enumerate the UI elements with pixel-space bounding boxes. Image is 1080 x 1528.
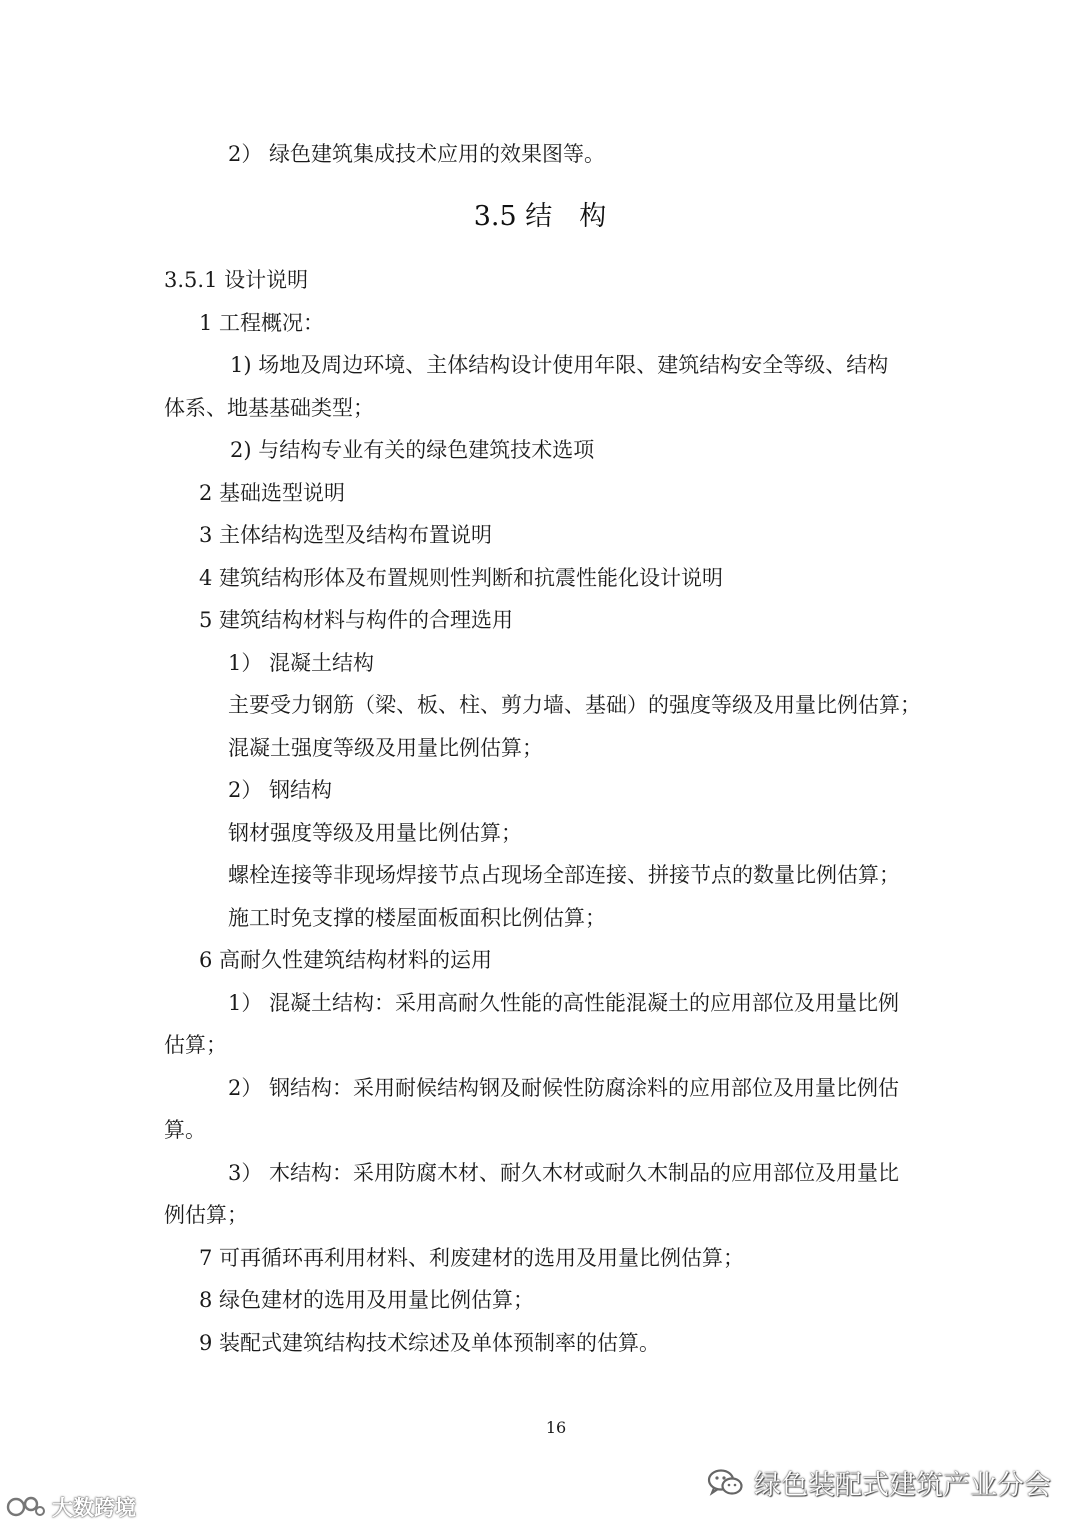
- text-line: 混凝土强度等级及用量比例估算；: [228, 736, 543, 760]
- text-line: 2） 绿色建筑集成技术应用的效果图等。: [228, 142, 606, 166]
- watermark-right: [706, 1463, 1051, 1502]
- text-line: 1） 混凝土结构: [228, 651, 375, 675]
- page-number: 16: [545, 1418, 567, 1437]
- subsection-title: 3.5.1 设计说明: [164, 268, 309, 292]
- text-line: 5 建筑结构材料与构件的合理选用: [199, 608, 514, 632]
- text-line: 例估算；: [164, 1203, 248, 1227]
- text-line: 1) 场地及周边环境、主体结构设计使用年限、建筑结构安全等级、结构: [230, 353, 889, 377]
- logo-icon: [6, 1494, 46, 1520]
- text-line: 2) 与结构专业有关的绿色建筑技术选项: [230, 438, 595, 462]
- watermark-left: [6, 1492, 136, 1522]
- text-line: 3） 木结构：采用防腐木材、耐久木材或耐久木制品的应用部位及用量比: [228, 1161, 900, 1185]
- watermark-left-text: 大数跨境: [52, 1496, 136, 1520]
- text-line: 1） 混凝土结构：采用高耐久性能的高性能混凝土的应用部位及用量比例: [228, 991, 900, 1015]
- text-line: 主要受力钢筋（梁、板、柱、剪力墙、基础）的强度等级及用量比例估算；: [228, 693, 921, 717]
- text-line: 施工时免支撑的楼屋面板面积比例估算；: [228, 906, 606, 930]
- text-line: 7 可再循环再利用材料、利废建材的选用及用量比例估算；: [199, 1246, 745, 1270]
- text-line: 6 高耐久性建筑结构材料的运用: [199, 948, 493, 972]
- text-line: 9 装配式建筑结构技术综述及单体预制率的估算。: [199, 1331, 661, 1355]
- wechat-icon: [706, 1468, 744, 1498]
- text-line: 1 工程概况：: [199, 311, 325, 335]
- text-line: 螺栓连接等非现场焊接节点占现场全部连接、拼接节点的数量比例估算；: [228, 863, 900, 887]
- text-line: 2 基础选型说明: [199, 481, 346, 505]
- text-line: 钢材强度等级及用量比例估算；: [228, 821, 522, 845]
- section-heading: 3.5 结 构: [473, 201, 607, 232]
- text-line: 4 建筑结构形体及布置规则性判断和抗震性能化设计说明: [199, 566, 724, 590]
- text-line: 估算；: [164, 1033, 227, 1057]
- text-line: 算。: [164, 1118, 206, 1142]
- text-line: 8 绿色建材的选用及用量比例估算；: [199, 1288, 535, 1312]
- text-line: 体系、地基基础类型；: [164, 396, 374, 420]
- watermark-right-text: 绿色装配式建筑产业分会: [754, 1470, 1051, 1501]
- text-line: 2） 钢结构: [228, 778, 333, 802]
- text-line: 2） 钢结构：采用耐候结构钢及耐候性防腐涂料的应用部位及用量比例估: [228, 1076, 900, 1100]
- text-line: 3 主体结构选型及结构布置说明: [199, 523, 493, 547]
